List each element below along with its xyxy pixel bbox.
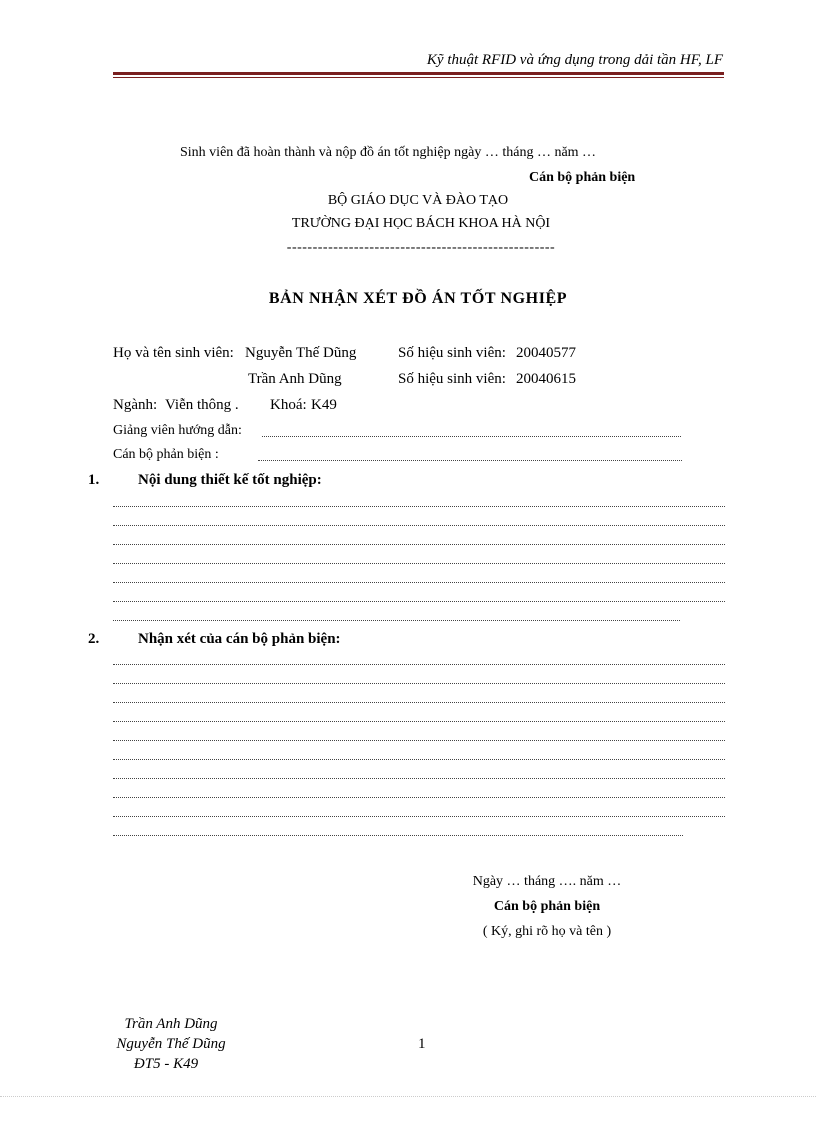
section2-line bbox=[113, 721, 725, 722]
signature-date: Ngày … tháng …. năm … bbox=[472, 874, 622, 889]
footer-author2: Nguyễn Thế Dũng bbox=[116, 1036, 226, 1052]
student2-id-label: Số hiệu sinh viên: bbox=[398, 371, 506, 387]
header-rule-thick bbox=[113, 72, 724, 75]
student1-id: 20040577 bbox=[516, 345, 576, 361]
separator-line: ---------------------------------------------------- bbox=[286, 240, 556, 255]
top-reviewer-label: Cán bộ phản biện bbox=[529, 170, 636, 185]
major-label: Ngành: bbox=[113, 397, 158, 413]
section1-line bbox=[113, 601, 725, 602]
section1-line bbox=[113, 582, 725, 583]
document-header-title: Kỹ thuật RFID và ứng dụng trong dải tần HF, LF bbox=[426, 52, 723, 68]
section2-title: Nhận xét của cán bộ phản biện: bbox=[138, 631, 341, 647]
section2-line bbox=[113, 797, 725, 798]
page-bottom-border bbox=[0, 1096, 816, 1097]
student2-id: 20040615 bbox=[516, 371, 576, 387]
advisor-label: Giảng viên hướng dẫn: bbox=[113, 423, 242, 438]
university-name: TRƯỜNG ĐẠI HỌC BÁCH KHOA HÀ NỘI bbox=[291, 216, 551, 231]
course-label: Khoá: bbox=[270, 397, 307, 413]
ministry-name: BỘ GIÁO DỤC VÀ ĐÀO TẠO bbox=[327, 193, 509, 208]
submission-line: Sinh viên đã hoàn thành và nộp đồ án tốt nghiệp ngày … tháng … năm … bbox=[180, 145, 597, 160]
signature-note: ( Ký, ghi rõ họ và tên ) bbox=[482, 924, 612, 939]
section2-line bbox=[113, 702, 725, 703]
section2-line bbox=[113, 759, 725, 760]
reviewer-fill-line bbox=[258, 460, 682, 461]
section1-line bbox=[113, 525, 725, 526]
section1-line bbox=[113, 620, 680, 621]
section2-line bbox=[113, 683, 725, 684]
form-title: BẢN NHẬN XÉT ĐỒ ÁN TỐT NGHIỆP bbox=[268, 290, 568, 307]
section2-line bbox=[113, 778, 725, 779]
section2-line bbox=[113, 816, 725, 817]
footer-author1: Trần Anh Dũng bbox=[124, 1016, 218, 1032]
section2-line bbox=[113, 740, 725, 741]
section1-title: Nội dung thiết kế tốt nghiệp: bbox=[138, 472, 322, 488]
section1-number: 1. bbox=[88, 472, 100, 488]
student1-name: Nguyễn Thế Dũng bbox=[245, 345, 357, 361]
header-rule-thin bbox=[113, 77, 724, 78]
reviewer-info-label: Cán bộ phản biện : bbox=[113, 447, 219, 462]
advisor-fill-line bbox=[262, 436, 681, 437]
student1-id-label: Số hiệu sinh viên: bbox=[398, 345, 506, 361]
section2-line bbox=[113, 835, 683, 836]
section1-line bbox=[113, 563, 725, 564]
section1-line bbox=[113, 544, 725, 545]
section1-line bbox=[113, 506, 725, 507]
footer-class: ĐT5 - K49 bbox=[133, 1056, 199, 1072]
page-number: 1 bbox=[418, 1036, 426, 1052]
student2-name: Trần Anh Dũng bbox=[248, 371, 342, 387]
signature-role: Cán bộ phản biện bbox=[493, 899, 601, 914]
major-value: Viễn thông . bbox=[165, 397, 239, 413]
section2-number: 2. bbox=[88, 631, 100, 647]
course-value: K49 bbox=[311, 397, 337, 413]
section2-line bbox=[113, 664, 725, 665]
name-label: Họ và tên sinh viên: bbox=[113, 345, 234, 361]
